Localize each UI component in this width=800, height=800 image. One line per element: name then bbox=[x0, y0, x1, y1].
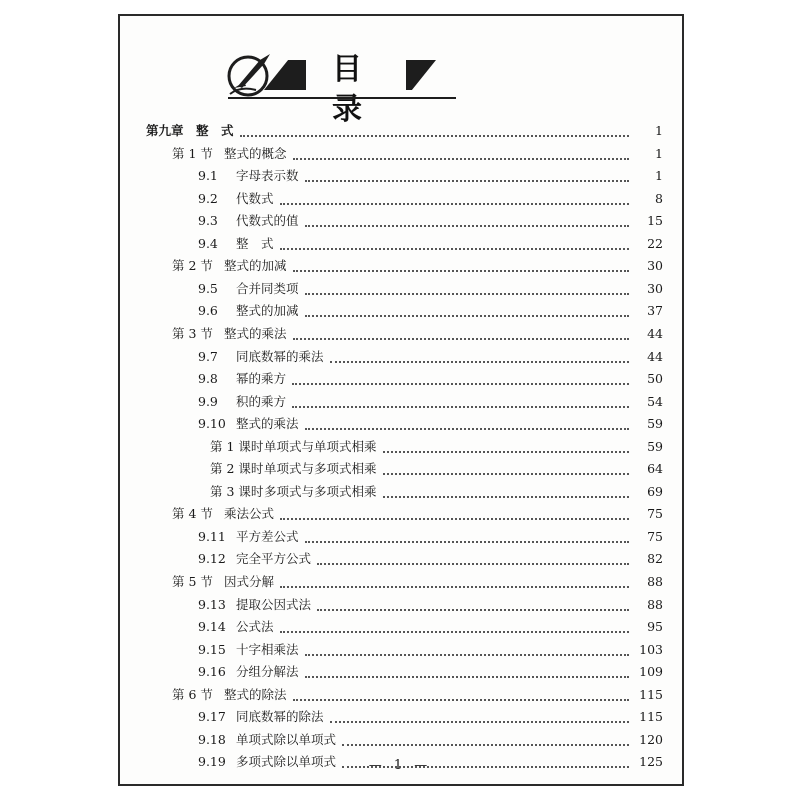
toc-entry-title: 代数式 bbox=[236, 190, 274, 206]
toc-page-number: 15 bbox=[633, 211, 663, 231]
toc-entry-title: 平方差公式 bbox=[236, 528, 299, 544]
toc-leader-dots bbox=[330, 341, 629, 363]
toc-leader-dots bbox=[342, 724, 629, 746]
toc-entry-title: 十字相乘法 bbox=[236, 641, 299, 657]
toc-leader-dots bbox=[280, 183, 629, 205]
toc-entry-number: 9.10 bbox=[198, 416, 226, 432]
toc-page-number: 103 bbox=[633, 640, 663, 660]
toc-entry-label bbox=[210, 459, 381, 479]
toc-page-number: 22 bbox=[633, 234, 663, 254]
toc-leader-dots bbox=[305, 295, 629, 317]
toc-page-number: 95 bbox=[633, 617, 663, 637]
toc-page-number: 44 bbox=[633, 347, 663, 367]
toc-page-number: 75 bbox=[633, 504, 663, 524]
toc-entry-number: 第 2 节 bbox=[172, 258, 213, 274]
toc-subsection[interactable] bbox=[0, 752, 663, 772]
toc-leader-dots bbox=[305, 408, 629, 430]
toc-entry-label bbox=[210, 437, 381, 457]
toc-entry-label bbox=[172, 256, 291, 276]
toc-leader-dots bbox=[305, 521, 629, 543]
toc-page-number: 125 bbox=[633, 752, 663, 772]
toc-leader-dots bbox=[305, 273, 629, 295]
toc-page-number: 1 bbox=[633, 121, 663, 141]
toc-entry-title: 因式分解 bbox=[224, 574, 275, 589]
toc-leader-dots bbox=[293, 138, 629, 160]
toc-entry-title: 分组分解法 bbox=[236, 664, 299, 680]
toc-leader-dots bbox=[317, 589, 629, 611]
toc-entry-number: 第 1 节 bbox=[172, 145, 213, 161]
toc-leader-dots bbox=[305, 634, 629, 656]
toc-entry-title: 乘法公式 bbox=[224, 506, 275, 522]
toc-leader-dots bbox=[293, 679, 629, 701]
toc-entry-number: 第九章 bbox=[146, 123, 184, 138]
toc-entry-number: 9.18 bbox=[198, 731, 226, 747]
toc-entry-label bbox=[198, 189, 278, 209]
toc-leader-dots bbox=[383, 476, 629, 498]
toc-entry-label bbox=[198, 730, 340, 750]
toc-entry-label bbox=[198, 234, 278, 254]
toc-page-number: 30 bbox=[633, 279, 663, 299]
toc-header bbox=[226, 50, 436, 127]
toc-entry-number: 9.19 bbox=[198, 754, 226, 770]
toc-entry-title: 提取公因式法 bbox=[236, 596, 312, 612]
toc-page-number: 1 bbox=[633, 144, 663, 164]
toc-leader-dots bbox=[292, 386, 629, 408]
toc-leader-dots bbox=[240, 115, 629, 137]
toc-page-number: 44 bbox=[633, 324, 663, 344]
toc-page-number: 88 bbox=[633, 595, 663, 615]
toc-entry-number: 9.8 bbox=[198, 371, 218, 387]
toc-entry-number: 第 1 课时 bbox=[210, 438, 264, 454]
toc-entry-number: 第 4 节 bbox=[172, 506, 213, 522]
toc-leader-dots bbox=[280, 228, 629, 250]
toc-entry-label bbox=[172, 572, 278, 592]
toc-entry-title: 代数式的值 bbox=[236, 213, 299, 229]
toc-entry-title: 字母表示数 bbox=[236, 168, 299, 184]
header-rule bbox=[228, 97, 456, 99]
toc-leader-dots bbox=[280, 566, 629, 588]
toc-leader-dots bbox=[293, 318, 629, 340]
toc-entry-number: 第 5 节 bbox=[172, 574, 213, 589]
toc-entry-title: 幂的乘方 bbox=[236, 371, 287, 387]
toc-entry-number: 9.4 bbox=[198, 235, 218, 251]
toc-entry-number: 9.5 bbox=[198, 280, 218, 296]
toc-entry-number: 9.11 bbox=[198, 528, 226, 544]
toc-entry-label bbox=[198, 279, 303, 299]
toc-entry-title: 整式的加减 bbox=[224, 258, 287, 274]
toc-leader-dots bbox=[280, 611, 629, 633]
toc-entry-label bbox=[198, 662, 303, 682]
toc-entry-number: 9.15 bbox=[198, 641, 226, 657]
toc-entry-title: 完全平方公式 bbox=[236, 551, 312, 567]
toc-page-number: 82 bbox=[633, 549, 663, 569]
toc-entry-number: 第 6 节 bbox=[172, 686, 213, 702]
toc-entry-title: 整式的除法 bbox=[224, 686, 287, 702]
toc-page-number: 54 bbox=[633, 392, 663, 412]
toc-entry-label bbox=[172, 504, 278, 524]
toc-entry-title: 多项式与多项式相乘 bbox=[264, 483, 377, 499]
toc-leader-dots bbox=[292, 363, 629, 385]
toc-entry-title: 整式的加减 bbox=[236, 303, 299, 319]
toc-entry-number: 9.17 bbox=[198, 709, 226, 725]
toc-entry-number: 9.9 bbox=[198, 393, 218, 409]
toc-entry-label bbox=[198, 369, 290, 389]
toc-entry-number: 第 3 课时 bbox=[210, 483, 264, 499]
toc-leader-dots bbox=[293, 250, 629, 272]
toc-entry-title: 公式法 bbox=[236, 619, 274, 635]
toc-entry-number: 9.1 bbox=[198, 168, 218, 184]
toc-entry-label bbox=[198, 414, 303, 434]
toc-page-number: 115 bbox=[633, 707, 663, 727]
toc-entry-number: 9.7 bbox=[198, 348, 218, 364]
toc-page-number: 1 bbox=[633, 166, 663, 186]
toc-entry-title: 整式的概念 bbox=[224, 145, 287, 161]
toc-leader-dots bbox=[305, 656, 629, 678]
toc-entry-number: 9.3 bbox=[198, 213, 218, 229]
toc-entry-title: 整式的乘法 bbox=[236, 416, 299, 432]
toc-entry-label bbox=[198, 392, 290, 412]
toc-entry-label bbox=[198, 752, 340, 772]
toc-entry-label bbox=[172, 324, 291, 344]
toc-entry-label bbox=[198, 301, 303, 321]
toc-leader-dots bbox=[305, 205, 629, 227]
toc-page-number: 69 bbox=[633, 482, 663, 502]
toc-page-number: 50 bbox=[633, 369, 663, 389]
toc-leader-dots bbox=[280, 498, 629, 520]
toc-entry-number: 9.16 bbox=[198, 664, 226, 680]
toc-entry-title: 积的乘方 bbox=[236, 393, 287, 409]
toc-page-number: 8 bbox=[633, 189, 663, 209]
toc-entry-number: 9.13 bbox=[198, 596, 226, 612]
toc-leader-dots bbox=[383, 453, 629, 475]
toc-entry-number: 9.2 bbox=[198, 190, 218, 206]
toc-entry-title: 单项式与单项式相乘 bbox=[264, 438, 377, 454]
toc-entry-title: 单项式除以单项式 bbox=[236, 731, 337, 747]
toc-entry-number: 9.14 bbox=[198, 619, 226, 635]
toc-entry-title: 同底数幂的乘法 bbox=[236, 348, 324, 364]
toc-entry-label bbox=[172, 144, 291, 164]
toc-entry-title: 整 式 bbox=[196, 123, 234, 138]
toc-entry-number: 9.6 bbox=[198, 303, 218, 319]
toc-page-number: 64 bbox=[633, 459, 663, 479]
toc-page-number: 120 bbox=[633, 730, 663, 750]
toc-leader-dots bbox=[305, 160, 629, 182]
toc-entry-number: 9.12 bbox=[198, 551, 226, 567]
toc-entry-label bbox=[198, 707, 328, 727]
toc-entry-label bbox=[172, 685, 291, 705]
toc-leader-dots bbox=[383, 431, 629, 453]
toc-leader-dots bbox=[330, 701, 629, 723]
toc-page-number: 59 bbox=[633, 437, 663, 457]
toc-entry-title: 多项式除以单项式 bbox=[236, 754, 337, 770]
pen-nib-icon bbox=[226, 50, 274, 98]
toc-page-number: 59 bbox=[633, 414, 663, 434]
toc-page-number: 88 bbox=[633, 572, 663, 592]
toc-entry-label bbox=[146, 121, 238, 141]
toc-entry-label bbox=[198, 527, 303, 547]
toc-entry-number: 第 2 课时 bbox=[210, 461, 264, 477]
toc-entry-label bbox=[198, 617, 278, 637]
toc-entry-title: 同底数幂的除法 bbox=[236, 709, 324, 725]
toc-entry-title: 整 式 bbox=[236, 235, 274, 251]
toc-page-number: 75 bbox=[633, 527, 663, 547]
toc-page-number: 37 bbox=[633, 301, 663, 321]
toc-entry-label bbox=[198, 640, 303, 660]
page-title: 目 录 bbox=[306, 50, 406, 90]
toc-entry-number: 第 3 节 bbox=[172, 325, 213, 341]
toc-leader-dots bbox=[317, 543, 629, 565]
toc-entry-title: 合并同类项 bbox=[236, 280, 299, 296]
toc-page-number: 30 bbox=[633, 256, 663, 276]
toc-page-number: 115 bbox=[633, 685, 663, 705]
toc-entry-title: 整式的乘法 bbox=[224, 325, 287, 341]
toc-page-number: 109 bbox=[633, 662, 663, 682]
toc-entry-title: 单项式与多项式相乘 bbox=[264, 461, 377, 477]
page-number: — 1 — bbox=[368, 758, 432, 773]
